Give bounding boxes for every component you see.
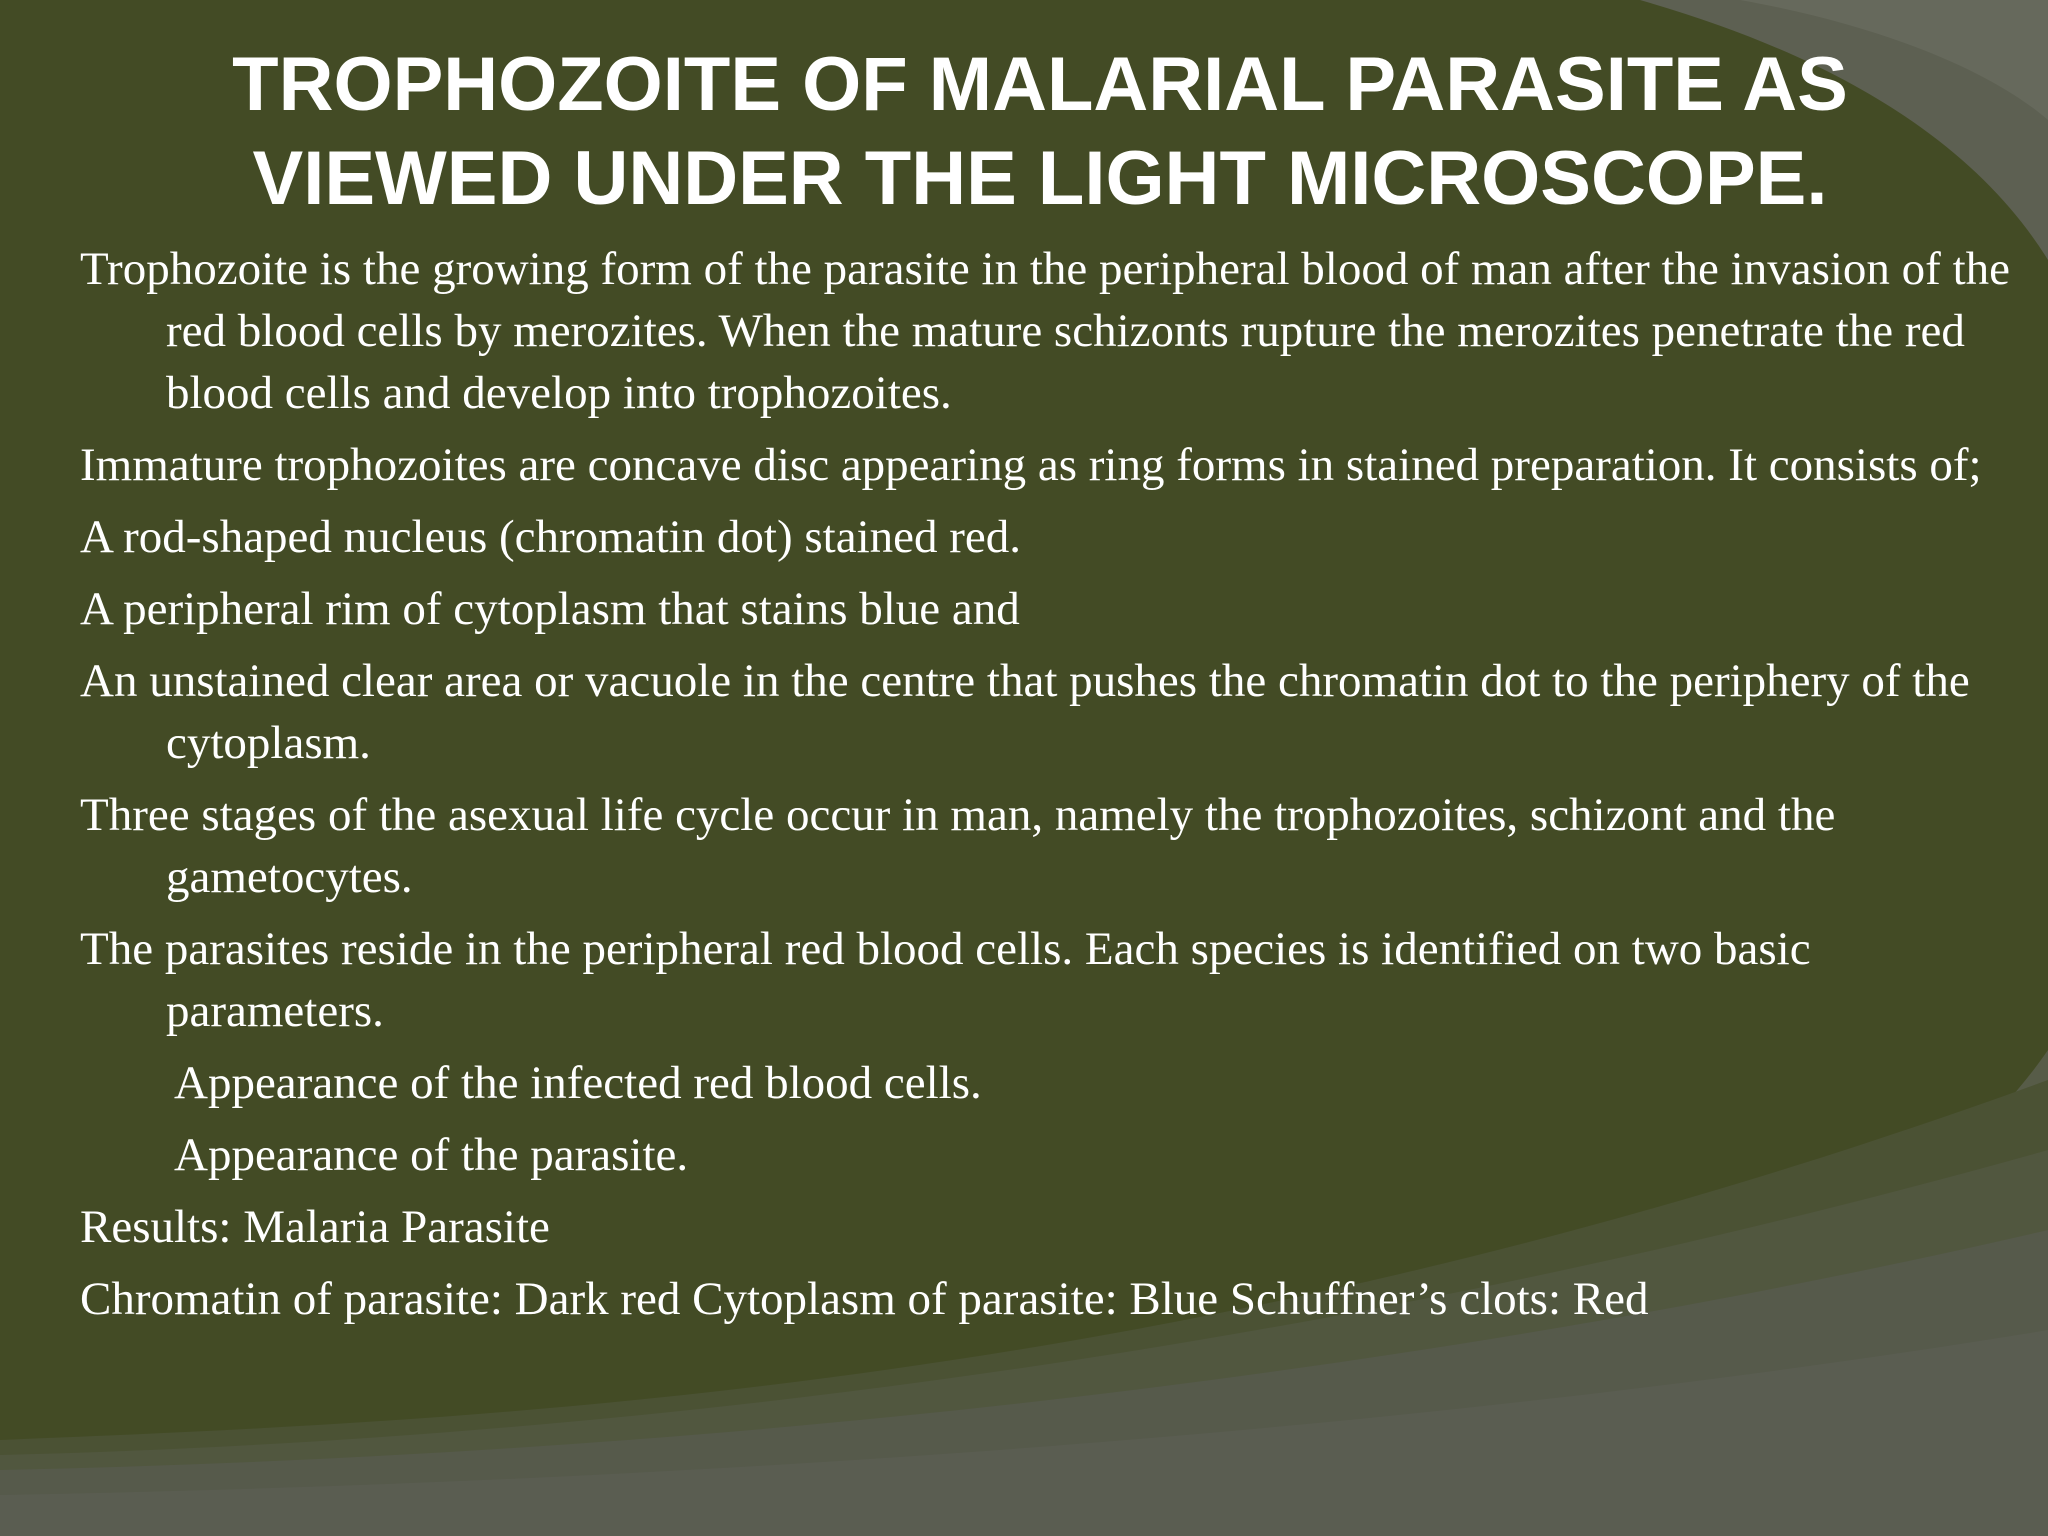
paragraph-parasite-residence: The parasites reside in the peripheral red blood cells. Each species is identified on two basic parameters. [80,923,1811,1037]
paragraph-stain-colors: Chromatin of parasite: Dark red Cytoplasm of parasite: Blue Schuffner’s clots: Red [80,1273,1649,1325]
title-line-1: TROPHOZOITE OF MALARIAL PARASITE AS [232,42,1848,127]
paragraph-nucleus: A rod-shaped nucleus (chromatin dot) stained red. [80,511,1022,563]
paragraph-cytoplasm-rim: A peripheral rim of cytoplasm that stains blue and [80,583,1020,635]
paragraph-asexual-stages: Three stages of the asexual life cycle occur in man, namely the trophozoites, schizont and the gametocytes. [80,789,1836,903]
paragraph-trophozoite-definition: Trophozoite is the growing form of the parasite in the peripheral blood of man after the invasion of the red blood cells by merozites. When the mature schizonts rupture the merozites penetrate the red blood cells and develop into trophozoites. [80,243,2010,419]
title-line-2: VIEWED UNDER THE LIGHT MICROSCOPE. [252,136,1828,221]
paragraph-parasite-appearance: Appearance of the parasite. [174,1129,689,1181]
paragraph-vacuole: An unstained clear area or vacuole in the centre that pushes the chromatin dot to the periphery of the cytoplasm. [80,655,1970,769]
slide-title [100,38,1980,226]
paragraph-immature-trophozoites: Immature trophozoites are concave disc appearing as ring forms in stained preparation. It consists of; [80,439,1982,491]
paragraph-results: Results: Malaria Parasite [80,1201,550,1253]
slide-body [80,238,2030,1340]
paragraph-infected-cells-appearance: Appearance of the infected red blood cells. [174,1057,982,1109]
